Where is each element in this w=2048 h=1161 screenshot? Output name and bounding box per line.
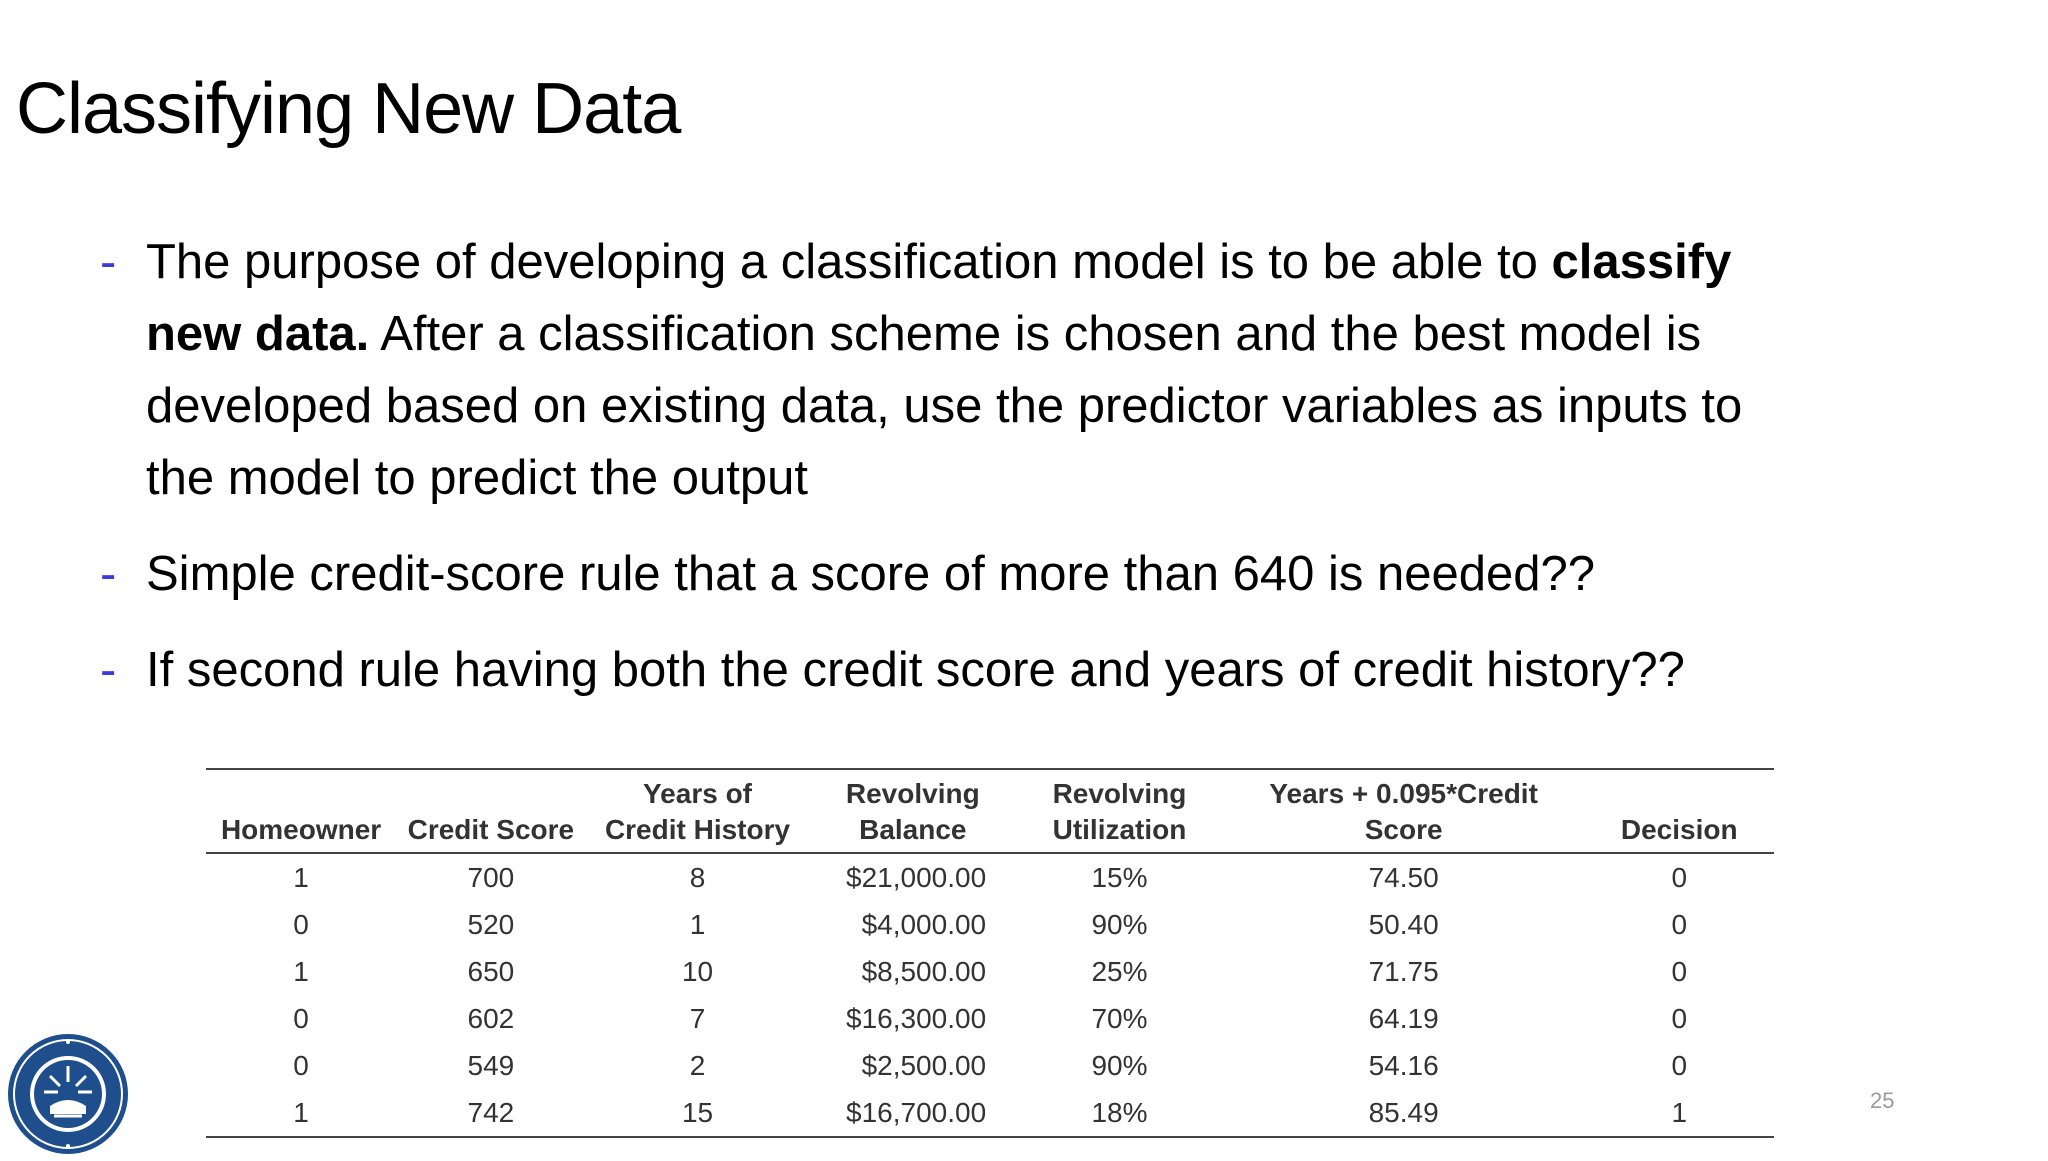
table-row bbox=[206, 948, 1774, 995]
bullet-text: The purpose of developing a classification model is to be able to bbox=[146, 235, 1552, 289]
bullet-text: Simple credit-score rule that a score of more than 640 is needed?? bbox=[146, 547, 1596, 601]
bold-text: new data. bbox=[146, 307, 370, 361]
column-header: Credit Score bbox=[407, 814, 575, 845]
bullet-text: If second rule having both the credit score and years of credit history?? bbox=[146, 643, 1685, 697]
table-cell: $2,500.00 bbox=[861, 1049, 987, 1081]
column-header: Years + 0.095*Credit Score bbox=[1269, 778, 1538, 845]
bullet-marker: - bbox=[100, 235, 117, 289]
table-cell: 7 bbox=[689, 1002, 706, 1034]
seal-graphic bbox=[6, 1032, 130, 1156]
table-cell: 0 bbox=[1671, 1049, 1688, 1081]
table-cell: 0 bbox=[293, 1002, 309, 1034]
bullet-item bbox=[100, 538, 2000, 610]
table-cell: 520 bbox=[467, 908, 515, 940]
table-cell: 2 bbox=[689, 1049, 706, 1081]
table-cell: 1 bbox=[1671, 1096, 1688, 1128]
column-header: Revolving Balance bbox=[845, 778, 980, 845]
table-cell: 0 bbox=[1671, 1002, 1688, 1034]
table-cell: $16,700.00 bbox=[846, 1096, 987, 1128]
table-cell: 700 bbox=[467, 861, 515, 893]
bullet-line bbox=[146, 226, 2000, 298]
column-header: Homeowner bbox=[220, 814, 382, 845]
table-cell: 64.19 bbox=[1368, 1002, 1439, 1034]
table-cell: $4,000.00 bbox=[861, 908, 987, 940]
table-cell: 50.40 bbox=[1368, 908, 1439, 940]
credit-data-table bbox=[206, 768, 1774, 1138]
table-cell: 90% bbox=[1091, 908, 1148, 940]
table-cell: 0 bbox=[293, 908, 309, 940]
table-cell: 1 bbox=[293, 861, 309, 893]
table-cell: 0 bbox=[293, 1049, 309, 1081]
table-row bbox=[206, 853, 1774, 901]
table-cell: 15% bbox=[1091, 861, 1148, 893]
page-number: 25 bbox=[1870, 1088, 1895, 1113]
bullet-line: the model to predict the output bbox=[146, 451, 808, 505]
table-cell: 549 bbox=[467, 1049, 515, 1081]
table-cell: 74.50 bbox=[1368, 861, 1439, 893]
table-cell: 90% bbox=[1091, 1049, 1148, 1081]
table-cell: 10 bbox=[681, 955, 714, 987]
table-cell: 0 bbox=[1671, 861, 1688, 893]
slide-title: Classifying New Data bbox=[16, 69, 681, 149]
table-cell: 54.16 bbox=[1368, 1049, 1439, 1081]
bullet-marker: - bbox=[100, 643, 117, 697]
bullet-item bbox=[100, 226, 2000, 514]
table-cell: 70% bbox=[1091, 1002, 1148, 1034]
bullet-text: After a classification scheme is chosen and the best model is bbox=[369, 307, 1702, 361]
table-cell: $8,500.00 bbox=[861, 955, 987, 987]
table-cell: 0 bbox=[1671, 955, 1688, 987]
bullet-line: developed based on existing data, use the predictor variables as inputs to bbox=[146, 379, 1743, 433]
bullet-marker: - bbox=[100, 547, 117, 601]
table-row bbox=[206, 901, 1774, 948]
table-cell: 18% bbox=[1091, 1096, 1148, 1128]
table-cell: 85.49 bbox=[1368, 1096, 1439, 1128]
column-header: Years of Credit History bbox=[604, 778, 791, 845]
table-cell: 25% bbox=[1091, 955, 1148, 987]
table-row bbox=[206, 1089, 1774, 1137]
table-cell: 602 bbox=[467, 1002, 515, 1034]
table-row bbox=[206, 995, 1774, 1042]
table-cell: 1 bbox=[689, 908, 706, 940]
university-seal-icon bbox=[6, 1032, 130, 1156]
table-cell: 1 bbox=[293, 1096, 309, 1128]
table-cell: 8 bbox=[689, 861, 706, 893]
table-cell: $21,000.00 bbox=[846, 861, 987, 893]
column-header: Revolving Utilization bbox=[1052, 778, 1187, 845]
bullet-list bbox=[100, 226, 2000, 706]
table-cell: 0 bbox=[1671, 908, 1688, 940]
bullet-item bbox=[100, 634, 2000, 706]
bullet-line bbox=[146, 298, 2000, 370]
table-cell: 71.75 bbox=[1368, 955, 1439, 987]
column-header: Decision bbox=[1620, 814, 1738, 845]
table-cell: 15 bbox=[681, 1096, 714, 1128]
table-cell: 742 bbox=[467, 1096, 515, 1128]
table-cell: 1 bbox=[293, 955, 309, 987]
table-header-row bbox=[206, 769, 1774, 853]
bold-text: classify bbox=[1551, 235, 1732, 289]
table-row bbox=[206, 1042, 1774, 1089]
table-cell: 650 bbox=[467, 955, 515, 987]
table-cell: $16,300.00 bbox=[846, 1002, 987, 1034]
